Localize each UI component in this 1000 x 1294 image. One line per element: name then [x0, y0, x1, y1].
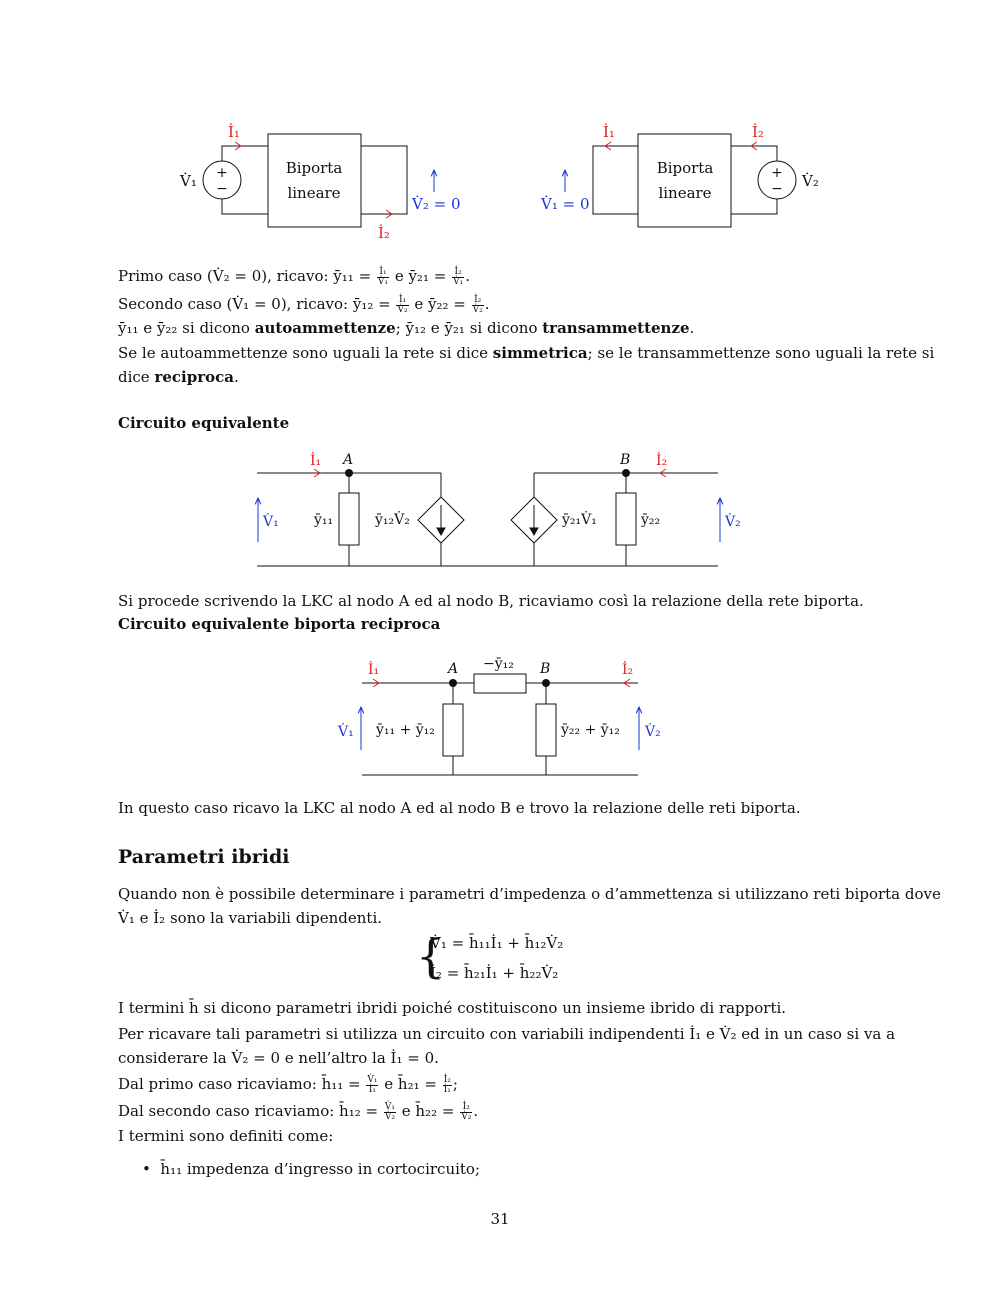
fraction: $\frac{\text{V̇₁}}{\text{V̇₂}}$ [384, 1101, 395, 1122]
y21v1-label: ȳ₂₁V̇₁ [562, 512, 597, 528]
resistor-y22 [616, 493, 636, 545]
equivalent-heading: Circuito equivalente [118, 414, 290, 432]
i2-label: İ₂ [752, 123, 764, 141]
reciprocal-term: reciproca [154, 368, 234, 386]
node-a-label: A [343, 452, 354, 468]
y22-label: ȳ₂₂ [641, 512, 661, 528]
symmetric-term: simmetrica [492, 344, 588, 362]
resistor-series [474, 674, 526, 693]
fraction: $\frac{\text{İ₂}}{\text{V̇₂}}$ [461, 1101, 472, 1122]
v1-label: V̇₁ [263, 514, 279, 530]
block-label-2: lineare [658, 184, 712, 202]
y11-label: ȳ₁₁ [314, 512, 334, 528]
block-label-1: Biporta [285, 159, 343, 177]
node-a-label: A [448, 661, 459, 677]
diagram-case-2 [565, 134, 796, 227]
v2-label: V̇₂ = 0 [412, 195, 461, 213]
auto-term: autoammettenze [254, 319, 396, 337]
block-label-1: Biporta [656, 159, 714, 177]
y12v2-label: ȳ₁₂V̇₂ [375, 512, 410, 528]
defined-line: I termini sono definiti come: [118, 1127, 334, 1145]
fraction: $\frac{\text{İ₁}}{\text{V̇₁}}$ [377, 266, 389, 287]
source-label: V̇₂ [802, 172, 819, 190]
bullet-item [142, 1160, 480, 1178]
fraction: $\frac{\text{İ₂}}{\text{V̇₁}}$ [453, 266, 464, 287]
minus-sign: − [216, 181, 228, 197]
first-case-line: Primo caso (V̇₂ = 0), ricavo: ȳ₁₁ = $\frac{\text{İ₁}}{\text{V̇₁}}$ e ȳ₂₁ = $\frac{\text{İ₂}}{\text{V̇₁}}$ . [118, 266, 470, 287]
page-number: 31 [490, 1210, 510, 1228]
equivalent-reciprocal-heading: Circuito equivalente biporta reciproca [118, 615, 441, 633]
fraction: $\frac{\text{İ₂}}{\text{İ₁}}$ [443, 1074, 451, 1095]
bullet-icon: • [142, 1160, 151, 1178]
second-case-prefix: Secondo caso (V̇₁ = 0), ricavo: ȳ₁₂ = [118, 295, 391, 313]
auto-trans-line: ȳ₁₁ e ȳ₂₂ si dicono autoammettenze; ȳ₁₂ e ȳ₂₁ si dicono transammettenze. [118, 319, 695, 337]
bullet-text: h̄₁₁ impedenza d’ingresso in cortocircuito; [160, 1160, 481, 1178]
fraction: $\frac{\text{V̇₁}}{\text{İ₁}}$ [367, 1074, 378, 1095]
plus-sign: + [216, 165, 228, 181]
fraction: $\frac{\text{İ₁}}{\text{V̇₂}}$ [397, 294, 408, 315]
diagram-case-1 [203, 134, 434, 227]
node-b-label: B [620, 452, 631, 468]
v2-label: V̇₂ [725, 514, 741, 530]
two-port-block [268, 134, 361, 227]
right-shunt-label: ȳ₂₂ + ȳ₁₂ [561, 722, 620, 738]
section-title: Parametri ibridi [118, 846, 290, 868]
i1-label: İ₁ [368, 662, 380, 678]
equation-system [418, 928, 563, 988]
v1-label: V̇₁ [338, 724, 354, 740]
lkc-sentence: Si procede scrivendo la LKC al nodo A ed al nodo B, ricaviamo così la relazione della rete biporta. [118, 592, 864, 610]
minus-sign: − [771, 181, 783, 197]
block-label-2: lineare [287, 184, 341, 202]
trans-term: transammettenze [542, 319, 690, 337]
hybrid-paragraph-2: V̇₁ e İ₂ sono la variabili dipendenti. [118, 909, 383, 927]
terms-line-1: I termini h̄ si dicono parametri ibridi poiché costituiscono un insieme ibrido di rapporti. [118, 999, 787, 1017]
two-port-block [638, 134, 731, 227]
terms-line-2: Per ricavare tali parametri si utilizza un circuito con variabili indipendenti İ₁ e V̇₂ ed in un caso si va a [118, 1025, 896, 1043]
source-label: V̇₁ [180, 172, 197, 190]
equation-1: V̇₁ = h̄₁₁İ₁ + h̄₁₂V̇₂ [430, 934, 564, 952]
first-case-mid: e ȳ₂₁ = [394, 267, 447, 285]
resistor-right-shunt [536, 704, 556, 756]
first-case-prefix: Primo caso (V̇₂ = 0), ricavo: ȳ₁₁ = [118, 267, 372, 285]
i1-label: İ₁ [603, 123, 615, 141]
short-circuit-wire [361, 146, 407, 214]
node-b-label: B [540, 661, 551, 677]
i1-label: İ₁ [310, 453, 322, 469]
i2-label: İ₂ [622, 662, 634, 678]
second-case-line: Secondo caso (V̇₁ = 0), ricavo: ȳ₁₂ = $\frac{\text{İ₁}}{\text{V̇₂}}$ e ȳ₂₂ = $\frac{\text{İ₂}}{\text{V̇₂}}$ . [118, 294, 490, 315]
reciprocal-line: dice reciproca. [118, 368, 239, 386]
plus-sign: + [771, 165, 783, 181]
second-case-mid: e ȳ₂₂ = [414, 295, 466, 313]
resistor-left-shunt [443, 704, 463, 756]
v1-label: V̇₁ = 0 [541, 195, 590, 213]
hybrid-paragraph-1: Quando non è possibile determinare i parametri d’impedenza o d’ammettenza si utilizzano reti biporta dove [118, 885, 941, 903]
v2-label: V̇₂ [645, 724, 661, 740]
equation-2: İ₂ = h̄₂₁İ₁ + h̄₂₂V̇₂ [430, 964, 559, 982]
resistor-y11 [339, 493, 359, 545]
symmetric-line: Se le autoammettenze sono uguali la rete si dice simmetrica; se le transammettenze sono uguali la rete si [118, 344, 935, 362]
first-h-line: Dal primo caso ricaviamo: h̄₁₁ = $\frac{\text{V̇₁}}{\text{İ₁}}$ e h̄₂₁ = $\frac{\text{İ₂}}{\text{İ₁}}$ ; [118, 1074, 458, 1095]
terms-line-3: considerare la V̇₂ = 0 e nell’altro la İ₁ = 0. [118, 1049, 439, 1067]
i2-label: İ₂ [378, 224, 390, 242]
reciprocal-sentence: In questo caso ricavo la LKC al nodo A ed al nodo B e trovo la relazione delle reti biporta. [118, 799, 801, 817]
i1-label: İ₁ [228, 123, 240, 141]
second-h-line: Dal secondo caso ricaviamo: h̄₁₂ = $\frac{\text{V̇₁}}{\text{V̇₂}}$ e h̄₂₂ = $\frac{\text{İ₂}}{\text{V̇₂}}$ . [118, 1101, 479, 1122]
short-circuit-wire [593, 146, 638, 214]
series-label: −ȳ₁₂ [483, 656, 514, 672]
fraction: $\frac{\text{İ₂}}{\text{V̇₂}}$ [472, 294, 483, 315]
system-brace: { [416, 929, 446, 983]
i2-label: İ₂ [656, 453, 668, 469]
left-shunt-label: ȳ₁₁ + ȳ₁₂ [376, 722, 435, 738]
